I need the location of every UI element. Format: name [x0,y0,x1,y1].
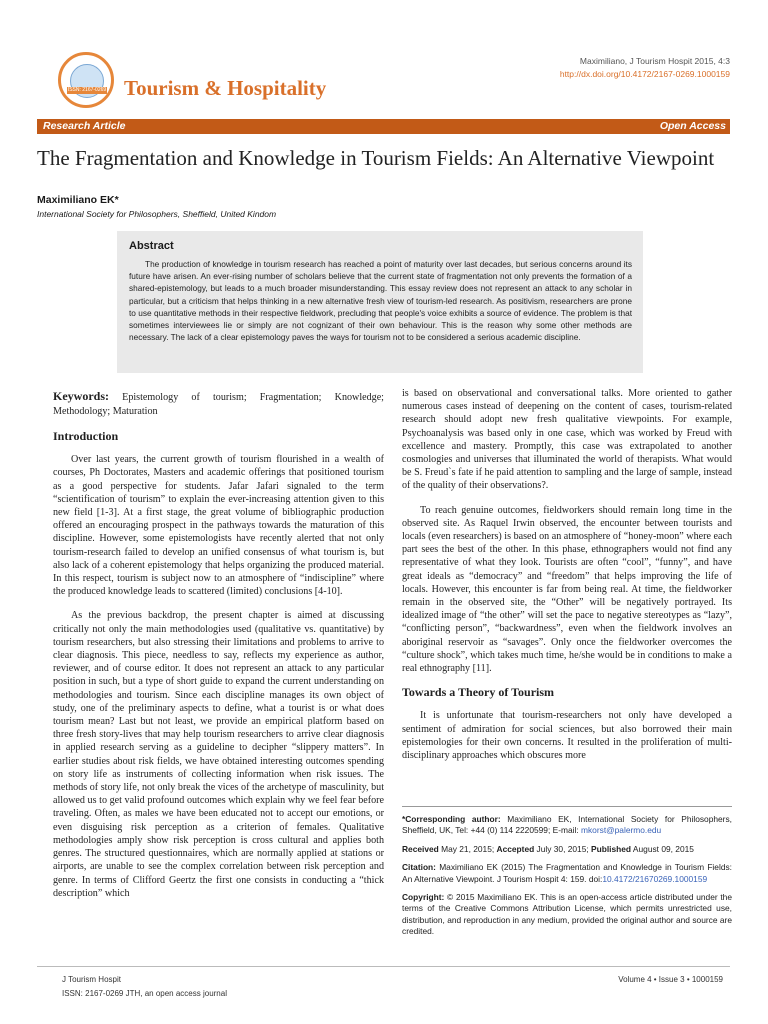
keywords-text: Epistemology of tourism; Fragmentation; Knowledge; Methodology; Maturation [53,392,384,417]
body-paragraph: is based on observational and conversational talks. More oriented to gather numerous cases instead of deepening on the content of cases, tourism-related research should adopt new fresh qualitative viewpoints. For example, Psychoanalysis was based only in one case, which was worked by Freud with excellence and mastery. Promptly, this case was extrapolated to another cosmologies and universes that illuminated the world of therapists. What would be S. Freud`s fate if he paid attention to sampling and the large of sample, instead of the quality of their observations?. [402,388,732,492]
corresponding-author [402,814,732,837]
footer-volume: Volume 4 • Issue 3 • 1000159 [618,975,723,984]
journal-logo [58,52,114,108]
open-access-label: Open Access [659,120,726,132]
published-label: Published [591,843,632,854]
citation-doi-link[interactable]: 10.4172/21670269.1000159 [602,873,708,884]
section-heading-theory: Towards a Theory of Tourism [402,685,555,700]
accepted-label: Accepted [496,843,535,854]
abstract-heading: Abstract [129,240,174,252]
left-column [53,389,384,911]
abstract-box [117,231,643,373]
copyright-text: © 2015 Maximiliano EK. This is an open-access article distributed under the terms of the Creative Commons Attribution License, which permits unrestricted use, distribution, and reproduction in any medium, provided the original author and source are credited. [402,892,732,937]
author-affiliation: International Society for Philosophers, Sheffield, United Kindom [37,209,277,219]
accepted-date: July 30, 2015; [534,843,592,854]
citation-line: Maximiliano, J Tourism Hospit 2015, 4:3 [579,56,730,66]
footer-journal: J Tourism Hospit [62,975,121,984]
copyright-label: Copyright: [402,892,445,903]
abstract-text: The production of knowledge in tourism research has reached a point of maturity over last decades, but serious concerns around its future have arisen. An ever-rising number of scholars believe that the current state of fragmentation not only prevents the formation of a shared-epistemology, but leads to a much broader misunderstanding. This essay review does not represent an attack to any scholar in particular, but a criticism that helps thinking in a new alternative fresh view of tourism-led research. As positivism, researchers are prone to use quantitative methods in their respective fieldwork, precluding that people's voice exhibits a source of evidence. The problem is that sometimes interviewees lie or simply are not cognizant of their own behaviour. This is the reason why some other methods are necessary. The lack of a clear epistemology paves the ways for tourism not to be considered a serious academic discipline. [129,259,632,343]
right-column [402,387,732,773]
doi-link[interactable]: http://dx.doi.org/10.4172/2167-0269.1000159 [559,69,730,79]
corr-label: *Corresponding author: [402,814,501,824]
citation-text: Maximiliano EK (2015) The Fragmentation and Knowledge in Tourism Fields: An Alternative Viewpoint. J Tourism Hospit 4: 159. doi: [402,862,732,884]
copyright-note [402,892,732,938]
journal-name: Tourism & Hospitality [124,76,327,100]
body-paragraph: It is unfortunate that tourism-researchers not only have developed a sentiment of admiration for social sciences, but also borrowed their main epistemologies for their own concerns. It resulted in the proliferation of multi-disciplinary approaches which obscures more [402,710,732,762]
dates-line [402,844,732,855]
footer-issn: ISSN: 2167-0269 JTH, an open access journal [62,989,227,998]
corr-text: Maximiliano EK, International Society for Philosophers, Sheffield, UK, Tel: +44 (0) 114 2220599; E-mail: [402,814,732,836]
received-date: May 21, 2015; [438,843,497,854]
author-name: Maximiliano EK* [37,194,119,206]
received-label: Received [402,843,439,854]
body-paragraph: As the previous backdrop, the present chapter is aimed at discussing critically not only the main methodologies used (qualitative vs. quantitative) by tourism researchers, but also stressing their limitations and problems to arrive to clear diagnosis. This piece, needless to say, reflects my experience as author, reviewer, and of course editor. It does not represent an attack to any particular position in such, but a type of short guide to expand the current understanding on methodologies and tourism. Since each discipline manages its own object of study, one of the preliminary aspects to define, what a tourist is or what does tourism mean? Last but not least, we provide an empirical platform based on three fresh story-lives that may help tourism researchers to arrive clear diagnosis in applied research serving as a guideline to decipher “slippery matters”. In earlier studies about risk fields, we have obtained interesting outcomes spending on story life as instruments of collecting information when risk issues. The methods of story life, not only break the vices of the archetype of masculinity, but allowed us to get valid profound outcomes which explain why we feel fear before traveling. Often, as males we have been educated not to accept our emotions, or even disguising risk perception as a criterion of females. Qualitative methodologies amply show risk perception is cross cultural and applies both genres. The structured questionnaires, which are normally applied at stations or airports, are unable to see the complex correlation between risk perception and genre. In terms of Clifford Geertz the first one consists in conducting a “thick description” which [53,610,384,899]
citation-note [402,862,732,885]
footer-left [62,973,227,1001]
article-type-label: Research Article [43,120,126,132]
published-date: August 09, 2015 [631,843,694,854]
footnote-divider [402,806,732,807]
citation-header [560,55,730,81]
keywords [53,389,384,419]
footer-divider [37,966,730,967]
email-link[interactable]: mkorst@palermo.edu [581,825,662,836]
article-type-banner [37,119,730,134]
body-paragraph: Over last years, the current growth of tourism flourished in a wealth of courses, Ph Doctorates, Masters and academic offerings that positioned tourism as a good perspective for students. Jafar Jafari signaled to the term “scientification of tourism” to explain the ever-increasing attention given to this new field [1-3]. At a first stage, the great volume of bibliographic production offered an encouraging prospect in the pathways towards the maturation of this discipline. However, some epistemologists have recently alerted that not only tourism-research failed to develop an unified consensus of what tourism is, but also lack of a coherent epistemology that helps organizing the produced material. In this respect, tourism is subject now to an atmosphere of “indiscipline” where the produced knowledge leads to scattered (limited) conclusions [4-10]. [53,454,384,598]
footnote-box [402,814,732,945]
logo-issn: ISSN: 2167-0269 [67,87,107,93]
article-title: The Fragmentation and Knowledge in Tourism Fields: An Alternative Viewpoint [37,146,715,170]
body-paragraph: To reach genuine outcomes, fieldworkers should remain long time in the observed site. As Raquel Irwin observed, the encounter between tourists and locals (even researchers) is based on an atmosphere of “honey-moon” where each part sees the best of the other. In this phase, ethnographers would not find any representative of what they look. Tourists are often “cool”, “funny”, and have great ideals as “democracy” and “freedom” that helps improving the life of locals. However, this encounter is far from being real. At time, the fieldworker remain in the observed site, the “Other” will be negatively portrayed. Its idealized image of “the other” will set the pace to negative stereotypes as “lazy”, “conflicting person”, “backwardness”, even when the fieldwork involves an aboriginal reservoir as “savages”. Only once the fieldworker overcomes the “culture shock”, which takes much time, he/she would be in conditions to make a real ethnography [11]. [402,504,732,675]
keywords-label: Keywords: [53,389,109,403]
section-heading-introduction: Introduction [53,429,119,443]
citation-label: Citation: [402,862,436,873]
